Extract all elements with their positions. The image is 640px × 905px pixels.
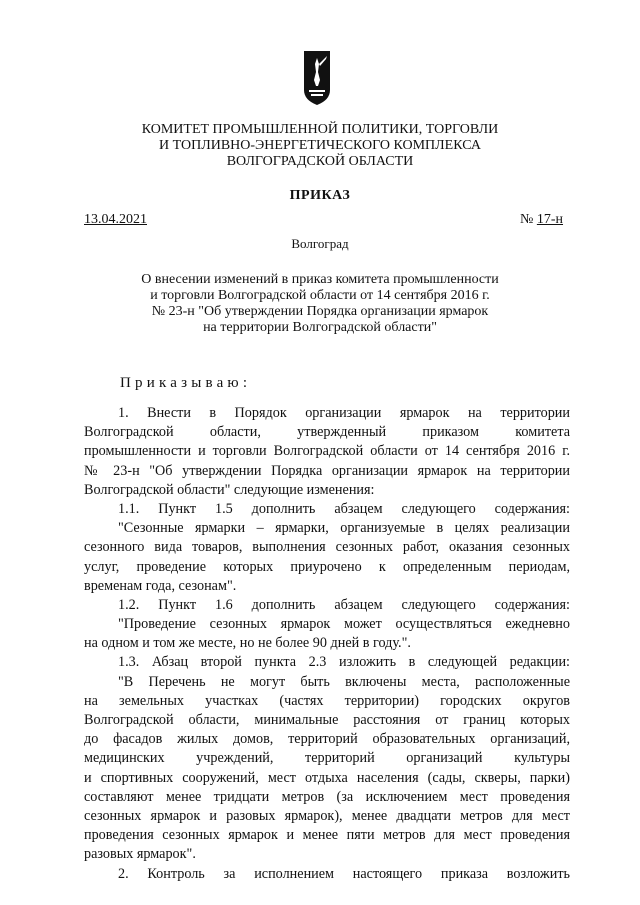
number-prefix: № (520, 212, 534, 227)
volgograd-emblem (303, 50, 331, 106)
body-line: 1. Внести в Порядок организации ярмарок на территории (118, 405, 570, 421)
body-line: до фасадов жилых домов, территорий образовательных организаций, (84, 731, 570, 748)
body-line: разовых ярмарок". (84, 846, 196, 863)
body-line: Волгоградской области, утвержденный приказом комитета (84, 424, 570, 441)
body-line: услуг, проведение которых приурочено к определенным периодам, (84, 558, 570, 575)
subject-line: и торговли Волгоградской области от 14 сентября 2016 г. (150, 288, 490, 303)
body-line: сезонных ярмарок и разовых ярмарок), менее двадцати метров для мест (84, 807, 570, 824)
document-type: ПРИКАЗ (289, 188, 351, 203)
body-line: "В Перечень не могут быть включены места, расположенные (118, 673, 570, 690)
body-line: 1.3. Абзац второй пункта 2.3 изложить в следующей редакции: (118, 654, 570, 671)
body-line: составляют менее тридцати метров (за исключением мест проведения (84, 788, 570, 805)
body-line: 1.2. Пункт 1.6 дополнить абзацем следующего содержания: (118, 596, 570, 613)
organization-name (0, 122, 640, 170)
city: Волгоград (291, 236, 349, 251)
org-line: И ТОПЛИВНО-ЭНЕРГЕТИЧЕСКОГО КОМПЛЕКСА (159, 138, 481, 153)
body-line: и спортивных сооружений, мест отдыха населения (сады, скверы, парки) (84, 769, 570, 786)
document-number (520, 212, 563, 228)
body-line: 1.1. Пункт 1.5 дополнить абзацем следующего содержания: (118, 500, 570, 517)
org-line: КОМИТЕТ ПРОМЫШЛЕННОЙ ПОЛИТИКИ, ТОРГОВЛИ (141, 122, 499, 137)
body-line: Волгоградской области, минимальные расстояния от границ которых (84, 712, 570, 728)
subject-line: на территории Волгоградской области" (203, 320, 437, 335)
body-line: промышленности и торговли Волгоградской области от 14 сентября 2016 г. (84, 443, 570, 460)
body-line: на одном и том же месте, но не более 90 дней в году.". (84, 635, 411, 652)
document-date: 13.04.2021 (84, 212, 147, 227)
document-subject (0, 272, 640, 336)
body-line: "Сезонные ярмарки – ярмарки, организуемые в целях реализации (118, 520, 570, 537)
body-line: Волгоградской области" следующие изменения: (84, 481, 375, 498)
body-line: временам года, сезонам". (84, 577, 237, 594)
body-line: сезонного вида товаров, выполнения сезонных работ, оказания сезонных (84, 539, 570, 556)
number-value: 17-н (536, 212, 564, 227)
body-line: "Проведение сезонных ярмарок может осуществляться ежедневно (118, 616, 570, 633)
order-word: Приказываю: (120, 375, 252, 391)
subject-line: № 23-н "Об утверждении Порядка организации ярмарок (151, 304, 489, 319)
subject-line: О внесении изменений в приказ комитета промышленности (141, 272, 499, 287)
org-line: ВОЛГОГРАДСКОЙ ОБЛАСТИ (226, 154, 414, 169)
body-line: 2. Контроль за исполнением настоящего приказа возложить (118, 865, 570, 882)
body-line: проведения сезонных ярмарок и менее пяти метров для мест проведения (84, 827, 570, 844)
body-line: медицинских учреждений, территорий организаций культуры (84, 750, 570, 767)
document-body (84, 404, 570, 884)
body-line: № 23-н "Об утверждении Порядка организации ярмарок на территории (84, 462, 570, 479)
body-line: на земельных участках (частях территории) городских округов (84, 692, 570, 709)
